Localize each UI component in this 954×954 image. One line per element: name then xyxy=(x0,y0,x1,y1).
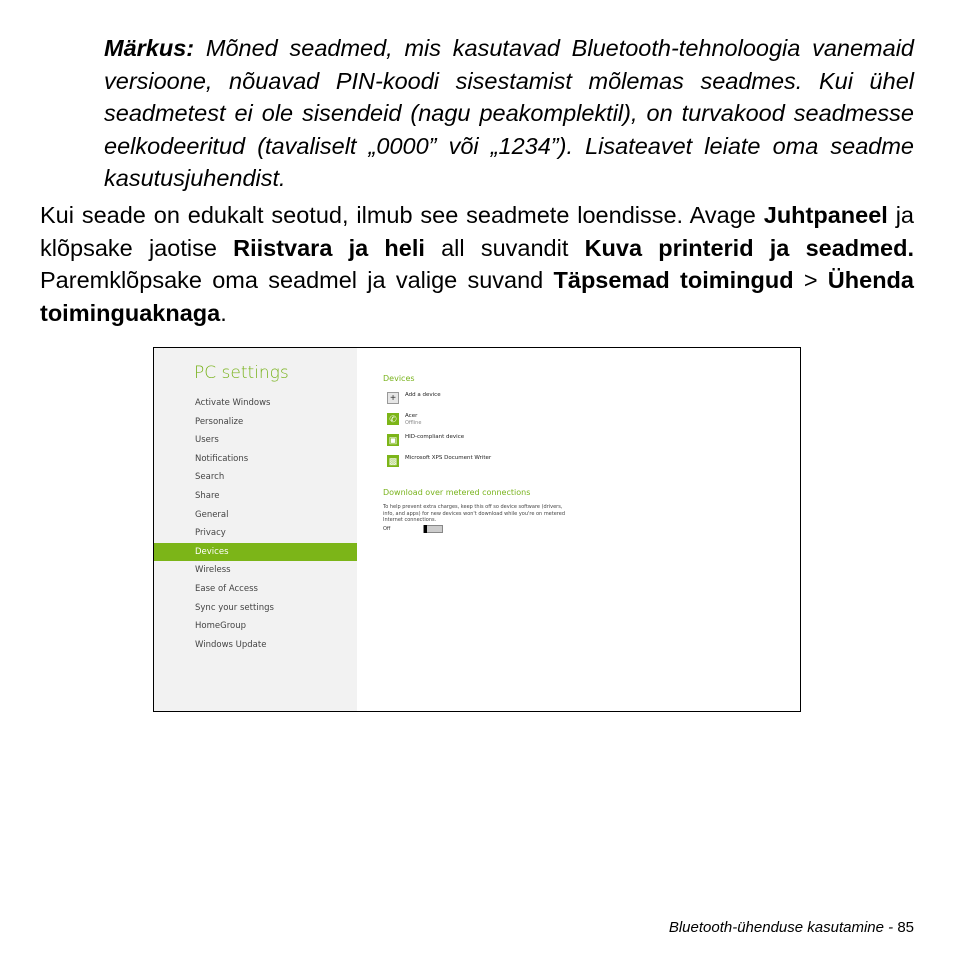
metered-toggle-row xyxy=(383,525,443,533)
menu-item-ease-of-access[interactable]: Ease of Access xyxy=(195,583,258,594)
toggle-knob xyxy=(424,525,427,533)
printer-icon: ▩ xyxy=(388,455,398,466)
menu-item-search[interactable]: Search xyxy=(195,472,225,483)
metered-heading: Download over metered connections xyxy=(383,488,531,497)
add-device-label: Add a device xyxy=(405,392,441,398)
menu-item-users[interactable]: Users xyxy=(195,435,219,446)
para-text-1: Kui seade on edukalt seotud, ilmub see seadmete loendisse. Avage xyxy=(40,202,764,228)
instruction-paragraph xyxy=(40,199,914,329)
note-text: Mõned seadmed, mis kasutavad Bluetooth-tehnoloogia vanemaid versioone, nõuavad PIN-koodi sisestamist mõlemas seadmes. Kui ühel seadmetest ei ole sisendeid (nagu peakomplektil), on turvakood seadmesse eelkodeeritud (tavaliselt „0000” või „1234”). Lisateavet leiate oma seadme kasutusjuhendist. xyxy=(104,35,914,191)
device-status: Offline xyxy=(405,420,422,426)
hid-device-icon: ▣ xyxy=(388,434,398,445)
para-bold-control-panel: Juhtpaneel xyxy=(763,202,888,228)
settings-title: PC settings xyxy=(194,363,289,383)
para-bold-devices-printers: Kuva printerid ja seadmed. xyxy=(584,234,914,261)
device-name: Acer xyxy=(405,413,418,419)
device-item-acer[interactable] xyxy=(387,413,421,427)
para-text-6: . xyxy=(220,299,227,326)
para-text-4: Paremklõpsake oma seadmel ja valige suvand xyxy=(40,267,554,293)
menu-item-general[interactable]: General xyxy=(195,509,229,520)
para-bold-hardware-sound: Riistvara ja heli xyxy=(233,234,425,261)
metered-description: To help prevent extra charges, keep this off so device software (drivers, info, and apps) for new devices won't download while you're on metered Internet connections. xyxy=(383,504,565,523)
toggle-label: Off xyxy=(383,526,391,532)
pc-settings-screenshot xyxy=(153,347,801,712)
settings-menu xyxy=(154,394,357,654)
device-name: Microsoft XPS Document Writer xyxy=(405,455,492,461)
menu-item-privacy[interactable]: Privacy xyxy=(195,528,226,539)
device-item-hid[interactable] xyxy=(387,434,464,446)
note-label: Märkus: xyxy=(104,35,195,61)
menu-item-homegroup[interactable]: HomeGroup xyxy=(195,621,246,632)
page-number: 85 xyxy=(897,919,914,936)
phone-icon: ✆ xyxy=(387,413,399,425)
add-device-button[interactable] xyxy=(387,392,441,404)
para-text-5: > xyxy=(793,267,828,293)
menu-item-windows-update[interactable]: Windows Update xyxy=(195,639,267,650)
menu-item-notifications[interactable]: Notifications xyxy=(195,453,249,464)
menu-item-share[interactable]: Share xyxy=(195,490,220,501)
menu-item-activate-windows[interactable]: Activate Windows xyxy=(195,398,271,408)
menu-item-personalize[interactable]: Personalize xyxy=(195,416,244,427)
footer-text: Bluetooth-ühenduse kasutamine - xyxy=(668,919,898,936)
plus-icon: + xyxy=(387,392,399,404)
metered-toggle[interactable] xyxy=(423,525,443,533)
menu-item-devices[interactable]: Devices xyxy=(154,543,357,562)
page-footer xyxy=(669,919,914,936)
device-item-xps[interactable] xyxy=(387,455,491,467)
devices-heading: Devices xyxy=(383,374,415,383)
para-bold-advanced-operations: Täpsemad toimingud xyxy=(553,267,794,293)
para-text-2: ja klõpsake jaotise xyxy=(40,202,914,261)
para-bold-connect-window: Ühenda toiminguaknaga xyxy=(40,267,914,326)
settings-sidebar xyxy=(154,348,357,711)
settings-content xyxy=(383,348,783,711)
menu-item-wireless[interactable]: Wireless xyxy=(195,565,231,576)
menu-item-sync-settings[interactable]: Sync your settings xyxy=(195,602,274,613)
note-paragraph xyxy=(104,32,914,195)
para-text-3: all suvandit xyxy=(424,234,585,261)
device-name: HID-compliant device xyxy=(405,434,465,440)
